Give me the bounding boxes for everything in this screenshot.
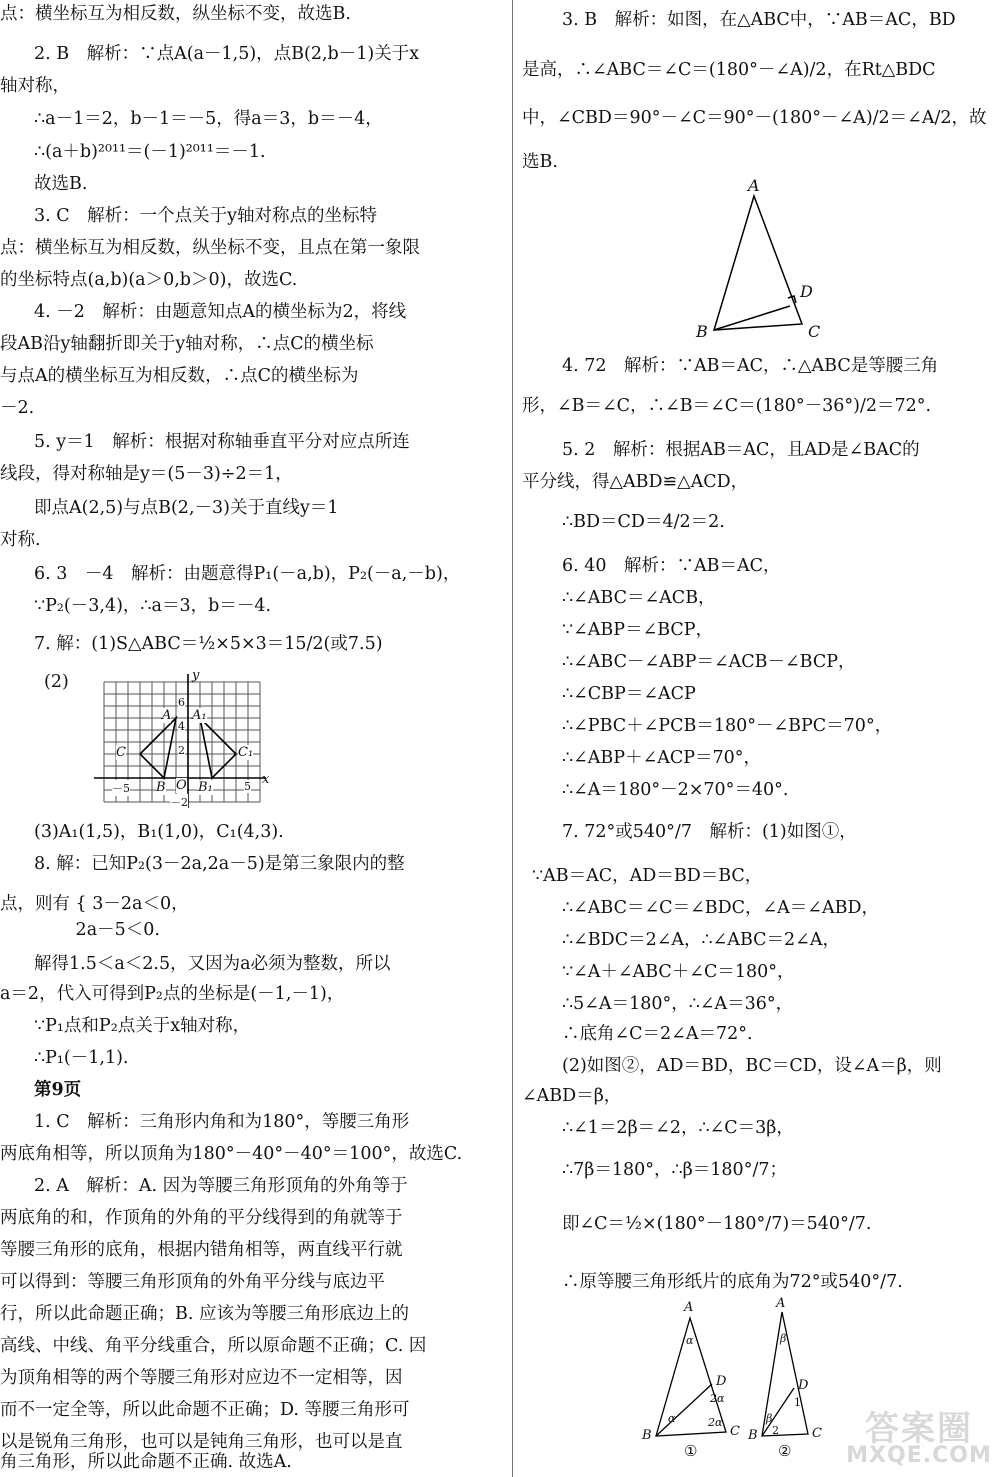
fig1-angle-2alpha-c: 2α	[708, 1416, 723, 1429]
point-a-label: A	[162, 708, 172, 723]
section-heading: 第9页	[34, 1080, 82, 1100]
text-line: 轴对称，	[0, 76, 70, 96]
text-line: 为顶角相等的两个等腰三角形对应边不一定相等，因	[0, 1368, 403, 1388]
text-line: (2)	[44, 672, 69, 692]
text-line: 8. 解：已知P₂(3－2a,2a－5)是第三象限内的整	[34, 854, 405, 874]
vertex-b-label: B	[696, 322, 708, 341]
fig1-angle-alpha-top: α	[686, 1334, 694, 1347]
text-line: 两底角相等，所以顶角为180°－40°－40°＝100°，故选C.	[0, 1144, 463, 1164]
point-c-label: C	[116, 745, 126, 760]
text-line: 可以得到：等腰三角形顶角的外角平分线与底边平	[0, 1272, 385, 1292]
fig1-vertex-d: D	[716, 1374, 727, 1389]
text-line: 以是锐角三角形，也可以是钝角三角形，也可以是直	[0, 1432, 403, 1452]
text-line: ∵P₁点和P₂点关于x轴对称，	[34, 1016, 251, 1036]
fig2-vertex-d: D	[798, 1378, 809, 1393]
fig2-vertex-c: C	[812, 1426, 822, 1441]
text-line: －2.	[0, 398, 35, 418]
text-line: 等腰三角形的底角，根据内错角相等，两直线平行就	[0, 1240, 403, 1260]
text-line: ∴P₁(－1,1).	[34, 1048, 129, 1068]
text-line: 故选B.	[34, 174, 88, 194]
text-line: 是高，∴∠ABC＝∠C＝(180°－∠A)/2，在Rt△BDC	[522, 60, 936, 80]
text-line: ∴(a＋b)²⁰¹¹＝(－1)²⁰¹¹＝－1.	[34, 142, 266, 162]
text-line: 中，∠CBD＝90°－∠C＝90°－(180°－∠A)/2＝∠A/2，故	[522, 108, 987, 128]
text-line: 3. C 解析：一个点关于y轴对称点的坐标特	[34, 206, 378, 226]
tick-label-6: 6	[178, 696, 185, 709]
text-line: ∴∠PBC＋∠PCB＝180°－∠BPC＝70°，	[562, 716, 893, 736]
text-line: 4. －2 解析：由题意知点A的横坐标为2，将线	[34, 302, 407, 322]
text-line: ∴∠CBP＝∠ACP	[562, 684, 696, 704]
watermark-url: MXQE.COM	[846, 1443, 992, 1468]
text-line: 线段，得对称轴是y＝(5－3)÷2＝1，	[0, 464, 293, 484]
x-axis-label: x	[262, 772, 270, 787]
text-line: ∴7β＝180°，∴β＝180°/7；	[562, 1160, 787, 1180]
fig2-vertex-b: B	[748, 1428, 758, 1443]
fig2-angle-2: 2	[772, 1424, 779, 1437]
text-line: ∵AB＝AC，AD＝BD＝BC，	[532, 866, 763, 886]
text-line: ∴a－1＝2，b－1＝－5，得a＝3，b＝－4，	[34, 109, 383, 129]
fig2-angle-beta-top: β	[780, 1332, 787, 1345]
text-line: 4. 72 解析：∵AB＝AC，∴△ABC是等腰三角	[562, 356, 939, 376]
text-line: (3)A₁(1,5)，B₁(1,0)，C₁(4,3).	[34, 822, 284, 842]
coordinate-grid-figure	[92, 668, 270, 812]
text-line: ∴∠ABC＝∠C＝∠BDC，∠A＝∠ABD，	[562, 898, 879, 918]
fig1-vertex-b: B	[642, 1428, 652, 1443]
fig2-vertex-a: A	[776, 1296, 786, 1311]
tick-label-5: 5	[244, 780, 251, 793]
text-line: 的坐标特点(a,b)(a＞0,b＞0)，故选C.	[0, 270, 298, 290]
text-line: 点：横坐标互为相反数，纵坐标不变，故选B.	[0, 4, 351, 24]
text-line: 形，∠B＝∠C，∴∠B＝∠C＝(180°－36°)/2＝72°.	[522, 396, 932, 416]
text-line: ∵P₂(－3,4)，∴a＝3，b＝－4.	[34, 596, 272, 616]
text-line: 对称.	[0, 530, 41, 550]
text-line: ∴∠BDC＝2∠A，∴∠ABC＝2∠A，	[562, 930, 840, 950]
watermark-logo-text: 答案圈	[865, 1409, 973, 1449]
text-line: ∴∠ABC＝∠ACB，	[562, 588, 716, 608]
vertex-a-label: A	[748, 176, 760, 195]
text-line: ∴底角∠C＝2∠A＝72°.	[562, 1024, 753, 1044]
text-line: 段AB沿y轴翻折即关于y轴对称，∴点C的横坐标	[0, 334, 374, 354]
text-line: 点：横坐标互为相反数，纵坐标不变，且点在第一象限	[0, 238, 420, 258]
text-line: 高线、中线、角平分线重合，所以原命题不正确；C. 因	[0, 1336, 427, 1356]
text-line: 7. 72°或540°/7 解析：(1)如图①，	[562, 822, 857, 842]
fig2-angle-1: 1	[794, 1396, 801, 1409]
text-line: ∴∠A＝180°－2×70°＝40°.	[562, 780, 789, 800]
point-c1-label: C₁	[238, 745, 254, 760]
text-line: ∵∠ABP＝∠BCP，	[562, 620, 714, 640]
watermark	[844, 1401, 994, 1473]
text-line: 2. B 解析：∵点A(a－1,5)，点B(2,b－1)关于x	[34, 44, 420, 64]
text-line: ∴5∠A＝180°，∴∠A＝36°，	[562, 994, 794, 1014]
text-line: (2)如图②，AD＝BD，BC＝CD，设∠A＝β，则	[562, 1056, 942, 1076]
text-line: ∠ABD＝β，	[522, 1086, 622, 1106]
tick-label-2: 2	[178, 744, 185, 757]
fig1-number: ①	[684, 1442, 698, 1460]
text-line: ∵∠A＋∠ABC＋∠C＝180°，	[562, 962, 795, 982]
text-line: 行，所以此命题正确；B. 应该为等腰三角形底边上的	[0, 1304, 409, 1324]
text-line: ∴∠ABP＋∠ACP＝70°，	[562, 748, 762, 768]
text-line: 6. 3 －4 解析：由题意得P₁(－a,b)，P₂(－a,－b)，	[34, 564, 461, 584]
text-line: a＝2，代入可得到P₂点的坐标是(－1,－1)，	[0, 984, 345, 1004]
text-line: 2a－5＜0.	[0, 920, 160, 940]
origin-label: O	[176, 778, 187, 793]
text-line: ∴原等腰三角形纸片的底角为72°或540°/7.	[562, 1272, 903, 1292]
text-line: 5. y＝1 解析：根据对称轴垂直平分对应点所连	[34, 432, 410, 452]
tick-label-minus-2: －2	[170, 796, 188, 809]
text-line: 6. 40 解析：∵AB＝AC，	[562, 556, 781, 576]
text-line: 两底角的和，作顶角的外角的平分线得到的角就等于	[0, 1208, 403, 1228]
text-line: 而不一定全等，所以此命题不正确；D. 等腰三角形可	[0, 1400, 410, 1420]
text-line: 角三角形，所以此命题不正确. 故选A.	[0, 1452, 292, 1472]
vertex-c-label: C	[808, 322, 821, 341]
tick-label-4: 4	[178, 720, 185, 733]
text-line: 平分线，得△ABD≌△ACD，	[522, 472, 749, 492]
fig2-number: ②	[778, 1442, 792, 1460]
text-line: 2. A 解析：A. 因为等腰三角形顶角的外角等于	[34, 1176, 408, 1196]
text-line: 1. C 解析：三角形内角和为180°，等腰三角形	[34, 1112, 410, 1132]
point-b1-label: B₁	[198, 780, 213, 795]
y-axis-label: y	[192, 668, 200, 683]
text-line: 5. 2 解析：根据AB＝AC，且AD是∠BAC的	[562, 440, 920, 460]
text-line: ∴∠1＝2β＝∠2，∴∠C＝3β，	[562, 1118, 794, 1138]
figure-two	[748, 1296, 844, 1460]
text-line: 选B.	[522, 152, 558, 172]
text-line: 即点A(2,5)与点B(2,－3)关于直线y＝1	[34, 498, 339, 518]
text-line: 3. B 解析：如图，在△ABC中，∵AB＝AC，BD	[562, 10, 956, 30]
text-line: ∴∠ABC－∠ABP＝∠ACB－∠BCP，	[562, 652, 856, 672]
text-line: 解得1.5＜a＜2.5，又因为a必须为整数，所以	[34, 954, 391, 974]
triangle-abd-figure	[692, 176, 822, 347]
vertex-d-label: D	[800, 282, 813, 301]
fig1-angle-alpha-bottom: α	[668, 1412, 676, 1425]
tick-label-minus-5: －5	[112, 782, 130, 795]
fig1-vertex-c: C	[730, 1424, 740, 1439]
text-line: ∴BD＝CD＝4/2＝2.	[562, 512, 725, 532]
text-line: 点，则有 { 3－2a＜0，	[0, 894, 189, 914]
column-divider	[512, 0, 513, 1477]
point-a1-label: A₁	[192, 708, 207, 723]
figure-one	[640, 1300, 750, 1460]
text-line: 7. 解：(1)S△ABC＝½×5×3＝15/2(或7.5)	[34, 634, 383, 654]
point-b-label: B	[156, 780, 166, 795]
text-line: 与点A的横坐标互为相反数，∴点C的横坐标为	[0, 366, 359, 386]
text-line: 即∠C＝½×(180°－180°/7)＝540°/7.	[562, 1214, 872, 1234]
fig1-angle-2alpha-d: 2α	[710, 1392, 725, 1405]
fig1-vertex-a: A	[684, 1300, 694, 1315]
fig2-angle-beta-bottom: β	[766, 1412, 773, 1425]
